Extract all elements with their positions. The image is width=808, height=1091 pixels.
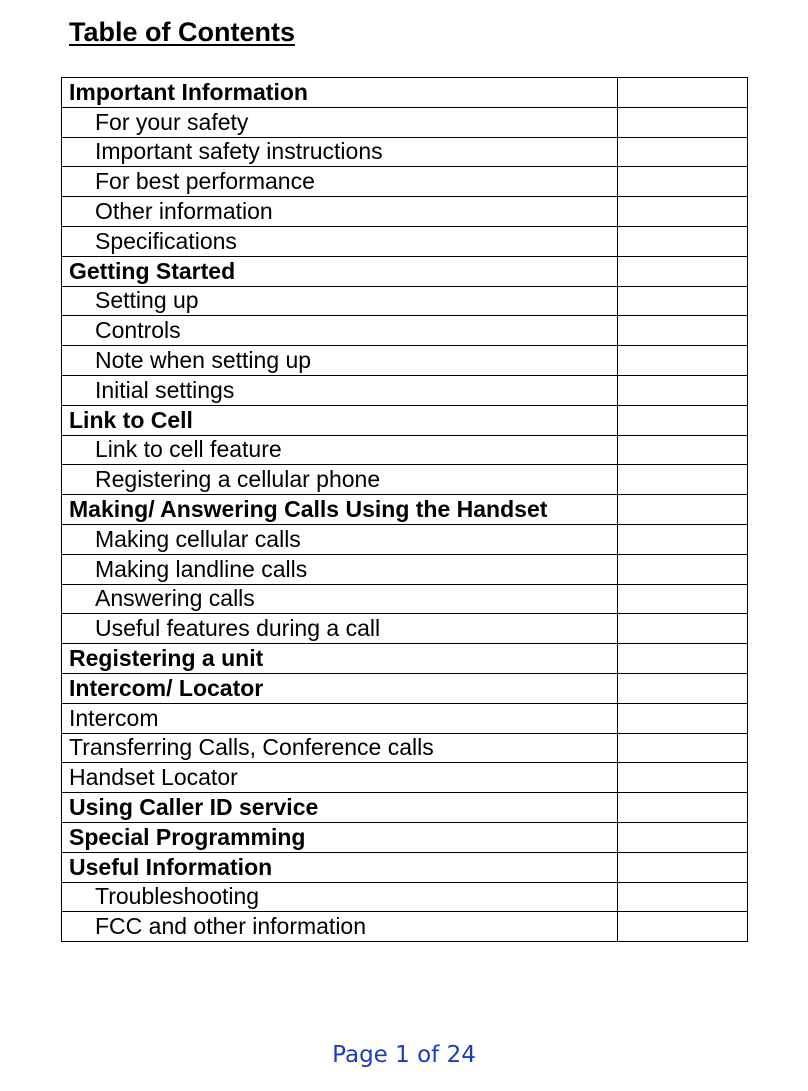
toc-page-cell	[618, 584, 748, 614]
toc-section-title: Making/ Answering Calls Using the Handset	[62, 495, 618, 525]
toc-row	[62, 167, 748, 197]
toc-row	[62, 226, 748, 256]
toc-row	[62, 78, 748, 108]
toc-page-cell	[618, 524, 748, 554]
toc-page-cell	[618, 107, 748, 137]
toc-row	[62, 614, 748, 644]
toc-page-cell	[618, 137, 748, 167]
toc-section-title: Registering a unit	[62, 644, 618, 674]
toc-row	[62, 375, 748, 405]
toc-page-cell	[618, 78, 748, 108]
toc-page-cell	[618, 852, 748, 882]
toc-page-cell	[618, 286, 748, 316]
toc-page-cell	[618, 822, 748, 852]
toc-page-cell	[618, 495, 748, 525]
toc-entry-title: Controls	[62, 316, 618, 346]
toc-table	[61, 77, 748, 942]
toc-page-cell	[618, 256, 748, 286]
toc-entry-title: Setting up	[62, 286, 618, 316]
toc-page-cell	[618, 226, 748, 256]
toc-row	[62, 435, 748, 465]
toc-page-cell	[618, 167, 748, 197]
toc-row	[62, 733, 748, 763]
toc-row	[62, 882, 748, 912]
toc-page-cell	[618, 435, 748, 465]
toc-entry-title: Registering a cellular phone	[62, 465, 618, 495]
page-number: Page 1 of 24	[332, 1042, 476, 1068]
toc-entry-title: Making cellular calls	[62, 524, 618, 554]
toc-row	[62, 495, 748, 525]
toc-entry-title: For best performance	[62, 167, 618, 197]
toc-entry-title: Handset Locator	[62, 763, 618, 793]
toc-body	[62, 78, 748, 942]
page-title: Table of Contents	[69, 17, 295, 47]
toc-entry-title: For your safety	[62, 107, 618, 137]
toc-page-cell	[618, 197, 748, 227]
toc-entry-title: Link to cell feature	[62, 435, 618, 465]
toc-page-cell	[618, 763, 748, 793]
toc-page-cell	[618, 554, 748, 584]
toc-entry-title: Specifications	[62, 226, 618, 256]
toc-row	[62, 107, 748, 137]
toc-page-cell	[618, 405, 748, 435]
toc-entry-title: Troubleshooting	[62, 882, 618, 912]
toc-page-cell	[618, 912, 748, 942]
toc-row	[62, 912, 748, 942]
toc-row	[62, 852, 748, 882]
toc-section-title: Link to Cell	[62, 405, 618, 435]
toc-section-title: Using Caller ID service	[62, 793, 618, 823]
toc-entry-title: Intercom	[62, 703, 618, 733]
toc-page-cell	[618, 703, 748, 733]
toc-entry-title: Making landline calls	[62, 554, 618, 584]
toc-entry-title: Note when setting up	[62, 346, 618, 376]
toc-page-cell	[618, 614, 748, 644]
toc-row	[62, 465, 748, 495]
toc-row	[62, 822, 748, 852]
toc-row	[62, 703, 748, 733]
toc-row	[62, 554, 748, 584]
toc-row	[62, 405, 748, 435]
toc-entry-title: Answering calls	[62, 584, 618, 614]
toc-row	[62, 346, 748, 376]
toc-entry-title: Transferring Calls, Conference calls	[62, 733, 618, 763]
toc-row	[62, 137, 748, 167]
toc-page-cell	[618, 793, 748, 823]
toc-page-cell	[618, 733, 748, 763]
toc-row	[62, 793, 748, 823]
toc-row	[62, 763, 748, 793]
toc-row	[62, 644, 748, 674]
toc-row	[62, 316, 748, 346]
toc-row	[62, 524, 748, 554]
toc-section-title: Special Programming	[62, 822, 618, 852]
toc-page-cell	[618, 882, 748, 912]
toc-entry-title: Useful features during a call	[62, 614, 618, 644]
toc-entry-title: Important safety instructions	[62, 137, 618, 167]
toc-section-title: Useful Information	[62, 852, 618, 882]
toc-section-title: Getting Started	[62, 256, 618, 286]
toc-row	[62, 256, 748, 286]
toc-row	[62, 286, 748, 316]
toc-entry-title: Initial settings	[62, 375, 618, 405]
toc-page-cell	[618, 673, 748, 703]
toc-section-title: Important Information	[62, 78, 618, 108]
toc-section-title: Intercom/ Locator	[62, 673, 618, 703]
toc-row	[62, 197, 748, 227]
toc-page-cell	[618, 316, 748, 346]
toc-entry-title: Other information	[62, 197, 618, 227]
toc-page-cell	[618, 644, 748, 674]
toc-page-cell	[618, 465, 748, 495]
toc-row	[62, 584, 748, 614]
toc-row	[62, 673, 748, 703]
toc-entry-title: FCC and other information	[62, 912, 618, 942]
toc-page-cell	[618, 375, 748, 405]
toc-page-cell	[618, 346, 748, 376]
